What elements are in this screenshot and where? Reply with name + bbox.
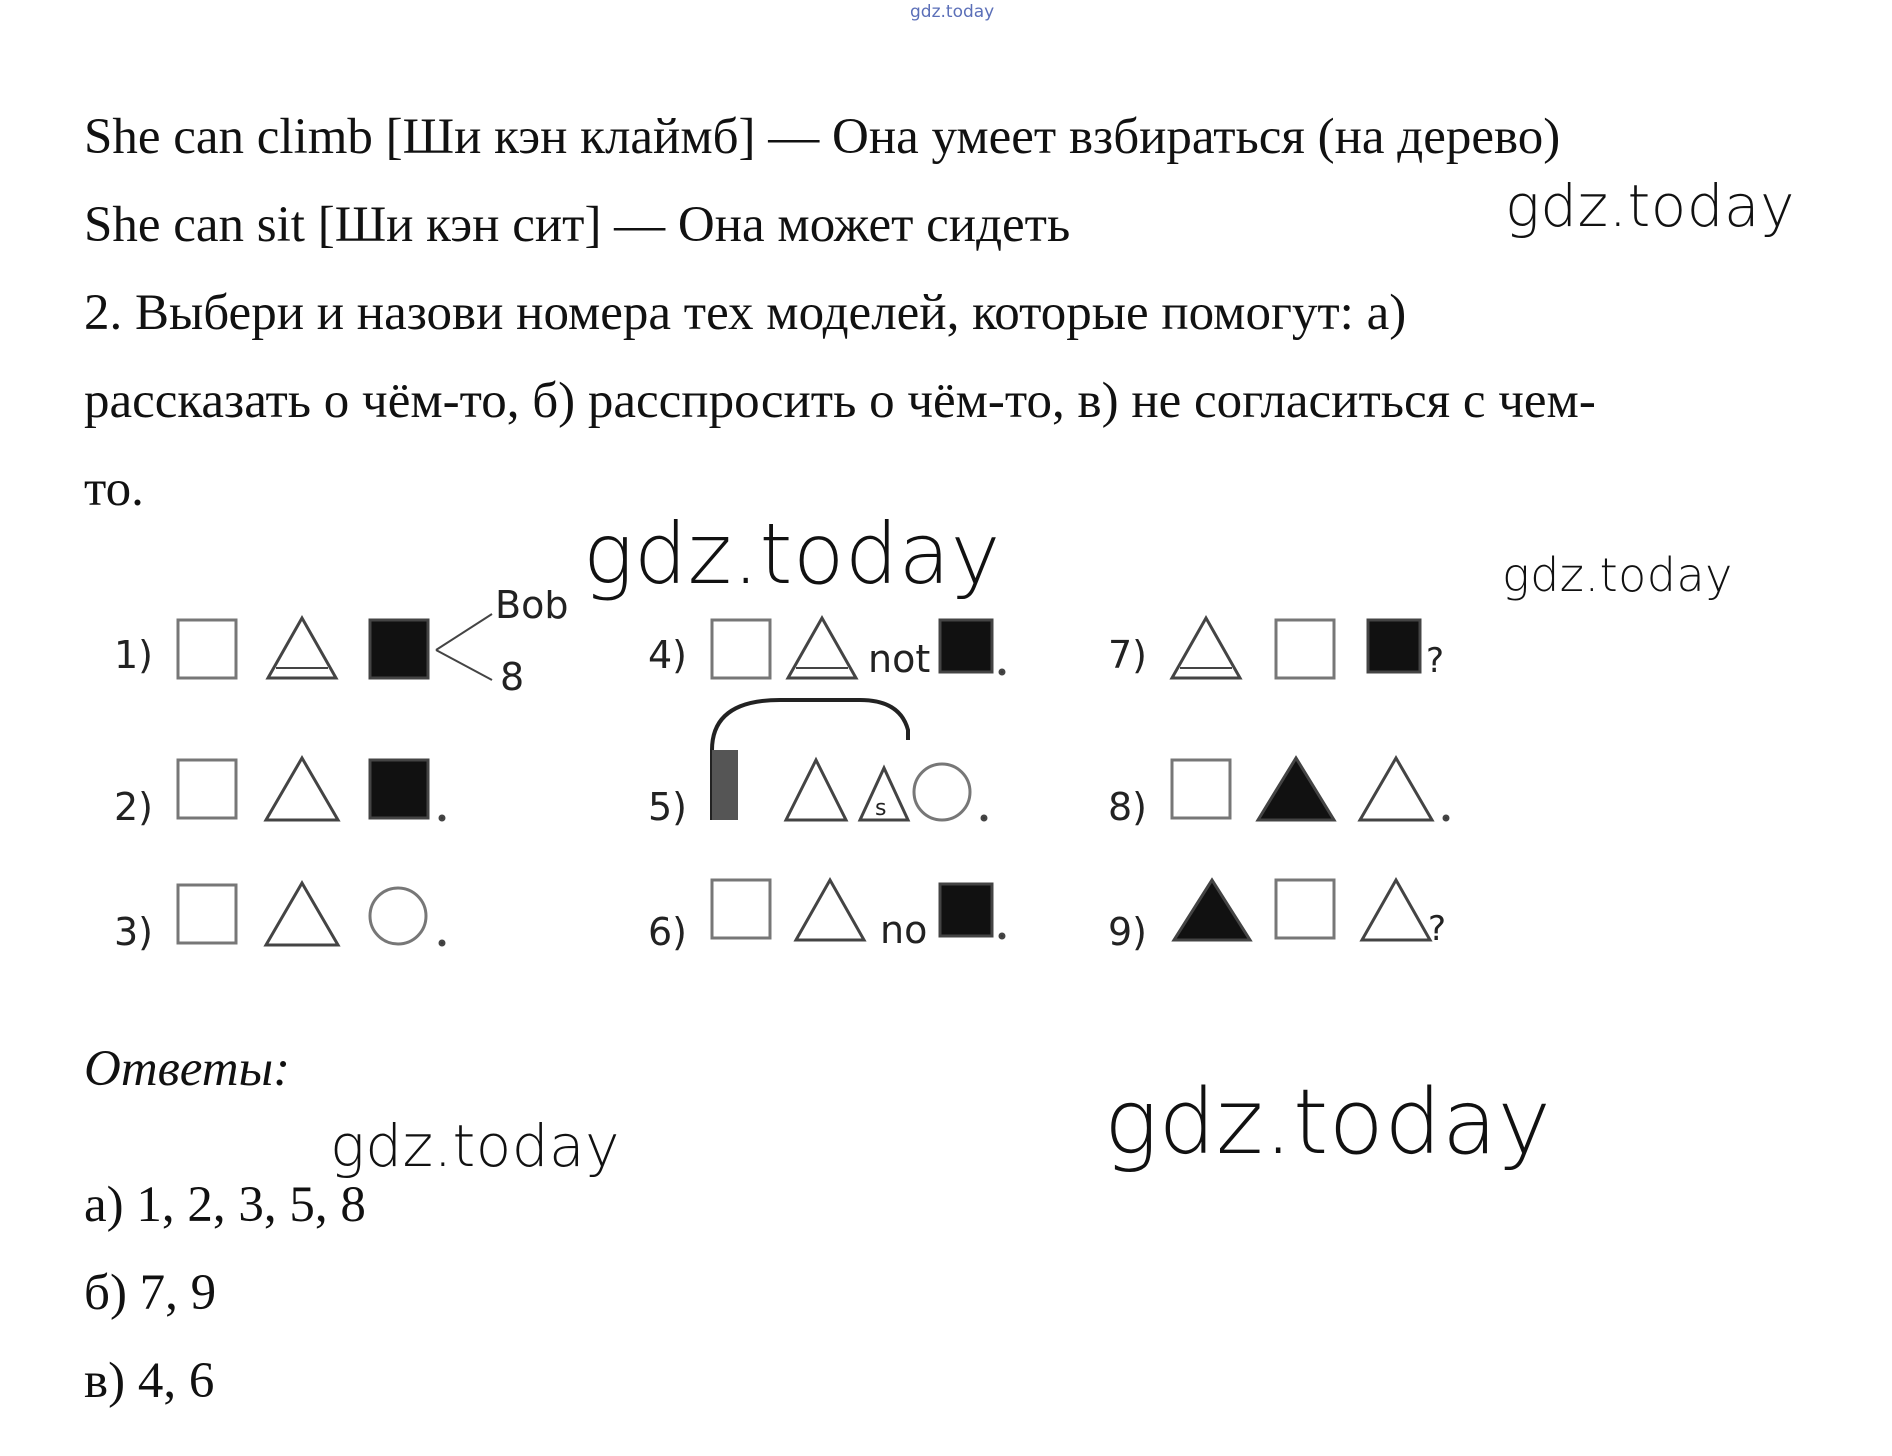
model-4 [648,618,1004,681]
arrow-icon [436,650,492,680]
model-8 [1108,758,1448,829]
period-mark [1444,816,1448,820]
triangle-icon [266,883,338,945]
answer-b: б) 7, 9 [84,1265,217,1321]
text-line-1: She can climb [Ши кэн клаймб] — Она умеет взбираться (на дерево) [84,109,1561,165]
text-line-3: 2. Выбери и назови номера тех моделей, которые помогут: а) [84,285,1407,341]
text-line-2: She can sit [Ши кэн сит] — Она может сидеть [84,197,1071,253]
model-letter: s [875,796,887,821]
model-number: 2) [114,785,154,829]
model-number: 1) [114,633,154,677]
model-word: not [868,637,931,681]
square-icon [1276,880,1334,938]
model-label: 8 [500,655,525,699]
answer-v: в) 4, 6 [84,1353,215,1409]
giraffe-icon [712,750,738,820]
question-mark: ? [1428,909,1447,949]
filled-square-icon [940,884,992,936]
model-6 [648,880,1004,954]
filled-triangle-icon [1174,880,1250,940]
text-line-4: рассказать о чём-то, б) расспросить о чём-то, в) не согласиться с чем- [84,373,1596,429]
watermark: gdz.today [1104,1070,1552,1175]
model-5 [648,700,986,829]
filled-square-icon [1368,620,1420,672]
square-icon [712,620,770,678]
watermark: gdz.today [1505,172,1795,240]
model-7 [1108,618,1444,681]
period-mark [440,816,444,820]
period-mark [440,941,444,945]
answer-a: а) 1, 2, 3, 5, 8 [84,1177,366,1233]
model-number: 5) [648,785,688,829]
model-number: 9) [1108,910,1148,954]
model-number: 7) [1108,633,1148,677]
model-number: 3) [114,910,154,954]
question-mark: ? [1426,641,1445,681]
answers-heading: Ответы: [84,1041,291,1097]
watermark: gdz.today [583,505,1001,603]
model-label: Bob [495,590,569,627]
watermark: gdz.today [330,1112,620,1180]
circle-icon [914,764,970,820]
circle-icon [370,888,426,944]
models-figure [100,590,1500,990]
triangle-icon [1360,758,1432,820]
model-3 [114,883,444,954]
triangle-icon [796,880,864,940]
triangle-icon [1362,880,1430,940]
filled-triangle-icon [1258,758,1334,820]
square-icon [1172,760,1230,818]
arrow-icon [436,614,492,650]
period-mark [1000,934,1004,938]
square-icon [712,880,770,938]
model-number: 4) [648,633,688,677]
filled-square-icon [370,760,428,818]
model-word: no [880,908,928,952]
triangle-icon [786,760,846,820]
square-icon [1276,620,1334,678]
period-mark [982,816,986,820]
top-watermark: gdz.today [910,2,995,22]
filled-square-icon [940,620,992,672]
text-line-5: то. [84,461,144,517]
model-1 [114,590,568,699]
model-number: 8) [1108,785,1148,829]
square-icon [178,620,236,678]
square-icon [178,760,236,818]
square-icon [178,885,236,943]
model-9 [1108,880,1446,954]
period-mark [1000,670,1004,674]
triangle-icon [266,758,338,820]
model-number: 6) [648,910,688,954]
watermark: gdz.today [1502,548,1733,602]
filled-square-icon [370,620,428,678]
model-2 [114,758,444,829]
